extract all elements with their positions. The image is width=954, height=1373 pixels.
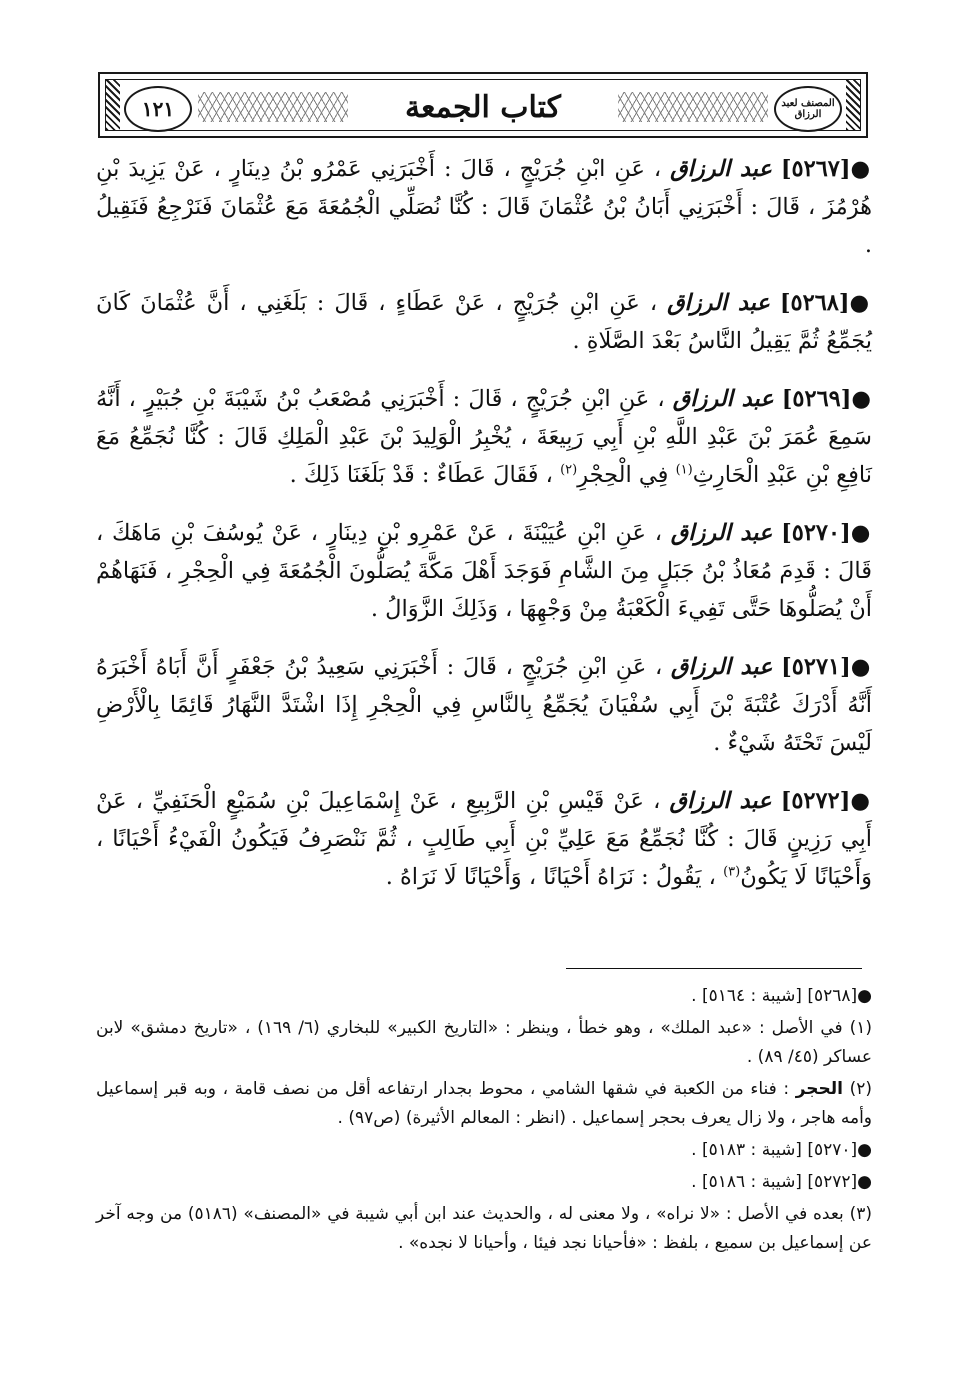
hadith-text: ، عَنِ ابْنِ جُرَيْجٍ ، قَالَ : أَخْبَرَنِي عَمْرُو بْنُ دِينَارٍ ، عَنْ يَزِيدَ بْنِ هُرْمُزَ ، قَالَ : أَخْبَرَنِي أَبَانُ بْنُ عُثْمَانَ قَالَ : كُنَّا نُصَلِّي الْجُمُعَةَ مَعَ عُثْمَانَ فَنَرْجِعُ فَنَقِيلُ . [96,156,872,258]
footnote-ref[interactable]: (٢) [560,462,578,478]
bullet-icon: ● [851,386,872,412]
bullet-icon: ● [857,986,872,1006]
page-number: ١٢١ [124,86,192,132]
source-note [96,982,872,1011]
bullet-icon: ● [849,290,872,316]
hadith-entry [96,648,872,762]
hadith-list [96,150,872,916]
footnote-ref[interactable]: (١) [675,462,693,478]
hadith-text: ، فَقَالَ عَطَاءٌ : قَدْ بَلَغَنَا ذَلِكَ . [289,462,553,488]
bullet-icon: ● [857,1140,872,1160]
bullet-icon: ● [850,654,872,680]
hadith-text: ، عَنِ ابْنِ عُيَيْنَةَ ، عَنْ عَمْرِو بْنِ دِينَارٍ ، عَنْ يُوسُفَ بْنِ مَاهَكَ ، قَالَ : قَدِمَ مُعَاذُ بْنُ جَبَلٍ مِنَ الشَّامِ فَوَجَدَ أَهْلَ مَكَّةَ يُصَلُّونَ الْجُمُعَةَ فِي الْحِجْرِ ، فَنَهَاهُمْ أَنْ يُصَلُّوهَا حَتَّى تَفِيءَ الْكَعْبَةُ مِنْ وَجْهِهَا ، وَذَلِكَ الزَّوَالُ . [96,520,872,622]
book-title: كتاب الجمعة [405,89,561,125]
hadith-number: [٥٢٧٢] [780,788,851,814]
bullet-icon: ● [850,520,872,546]
series-logo [774,86,842,132]
hadith-source: عبد الرزاق [669,788,772,814]
hadith-entry [96,514,872,628]
hadith-number: [٥٢٧١] [781,654,851,680]
footnote-ref[interactable]: (٣) [723,864,741,880]
ornament-left [106,80,120,130]
hadith-source: عبد الرزاق [672,386,774,412]
hadith-text: ، عَنِ ابْنِ جُرَيْجٍ ، قَالَ : أَخْبَرَنِي سَعِيدُ بْنُ جَعْفَرٍ أَنَّ أَبَاهُ أَخْبَرَهُ أَنَّهُ أَدْرَكَ عُتْبَةَ بْنَ أَبِي سُفْيَانَ يُجَمِّعُ بِالنَّاسِ فِي الْحِجْرِ إِذَا اشْتَدَّ النَّهَارُ قَائِمًا بِالْأَرْضِ لَيْسَ تَحْتَهُ شَيْءٌ . [96,654,872,756]
footnote-label: (٣) [849,1204,872,1224]
footnote [96,1075,872,1133]
hadith-number: [٥٢٦٩] [781,386,852,412]
header-frame [105,79,861,131]
hadith-source: عبد الرزاق [670,654,773,680]
footnote [96,1200,872,1258]
lattice-ornament-left [198,92,348,122]
hadith-text: ، عَنِ ابْنِ جُرَيْجٍ ، عَنْ عَطَاءٍ ، قَالَ : بَلَغَنِي ، أَنَّ عُثْمَانَ كَانَ يُجَمِّعُ ثُمَّ يَقِيلُ النَّاسُ بَعْدَ الصَّلَاةِ . [96,290,872,354]
note-text: : فناء من الكعبة في شقها الشامي ، محوط بجدار ارتفاعه أقل من نصف قامة ، وبه قبر إسماعيل وأمه هاجر ، ولا زال يعرف بحجر إسماعيل . (انظر : المعالم الأثيرة) (ص٩٧) . [96,1079,872,1128]
hadith-text: ، عَنْ قَيْسِ بْنِ الرَّبِيعِ ، عَنْ إِسْمَاعِيلَ بْنِ سُمَيْعٍ الْحَنَفِيِّ ، عَنْ أَبِي رَزِينٍ قَالَ : كُنَّا نُجَمِّعُ مَعَ عَلِيِّ بْنِ أَبِي طَالِبٍ ، ثُمَّ نَنْصَرِفُ فَيَكُونُ الْفَيْءُ أَحْيَانًا ، وَأَحْيَانًا لَا يَكُونُ [96,788,872,890]
hadith-text: فِي الْحِجْرِ [577,462,669,488]
footnote-label: (١) [849,1018,873,1038]
note-text: [٥٢٦٨] [شيبة : ٥١٦٤] . [691,986,858,1006]
hadith-entry [96,782,872,896]
hadith-number: [٥٢٦٧] [780,156,851,182]
bullet-icon: ● [857,1172,872,1192]
hadith-source: عبد الرزاق [670,520,773,546]
bullet-icon: ● [850,788,872,814]
hadith-number: [٥٢٧٠] [781,520,851,546]
note-text: في الأصل : «عبد الملك» ، وهو خطأ ، وينظر : «التاريخ الكبير» للبخاري (٦/ ١٦٩) ، «تاريخ دمشق» لابن عساكر (٤٥/ ٨٩) . [96,1018,872,1067]
lattice-ornament-right [618,92,768,122]
page-header [98,72,868,138]
hadith-entry [96,380,872,494]
note-text: بعده في الأصل : «لا نراه» ، ولا معنى له ، والحديث عند ابن أبي شيبة في «المصنف» (٥١٨٦) من وجه آخر عن إسماعيل بن سميع ، بلفظ : «فأحيانا نجد فيئا ، وأحيانا لا نجده» . [96,1204,872,1253]
series-logo-text: المصنف لعبد الرزاق [781,98,835,120]
source-note [96,1168,872,1197]
hadith-entry [96,150,872,264]
hadith-source: عبد الرزاق [667,290,770,316]
note-text: [٥٢٧٠] [شيبة : ٥١٨٣] . [691,1140,858,1160]
ornament-right [846,80,860,130]
hadith-entry [96,284,872,360]
footnote-label: (٢) [849,1079,873,1099]
note-text: [٥٢٧٢] [شيبة : ٥١٨٦] . [691,1172,858,1192]
footnotes [96,982,872,1261]
hadith-text: ، عَنِ ابْنِ جُرَيْجٍ ، قَالَ : أَخْبَرَنِي مُصْعَبُ بْنُ شَيْبَةَ بْنِ جُبَيْرٍ ، أَنَّهُ سَمِعَ عُمَرَ بْنَ عَبْدِ اللَّهِ بْنِ أَبِي رَبِيعَةَ ، يُخْبِرُ الْوَلِيدَ بْنَ عَبْدِ الْمَلِكِ قَالَ : كُنَّا نُجَمِّعُ مَعَ نَافِعِ بْنِ عَبْدِ الْحَارِثِ [96,386,872,488]
footnote-divider [566,968,862,969]
note-term: الحجر [795,1079,844,1099]
bullet-icon: ● [850,156,872,182]
hadith-number: [٥٢٦٨] [779,290,850,316]
hadith-text: ، يَقُولُ : نَرَاهُ أَحْيَانًا ، وَأَحْيَانًا لَا نَرَاهُ . [385,864,716,890]
footnote [96,1014,872,1072]
source-note [96,1136,872,1165]
hadith-source: عبد الرزاق [670,156,772,182]
